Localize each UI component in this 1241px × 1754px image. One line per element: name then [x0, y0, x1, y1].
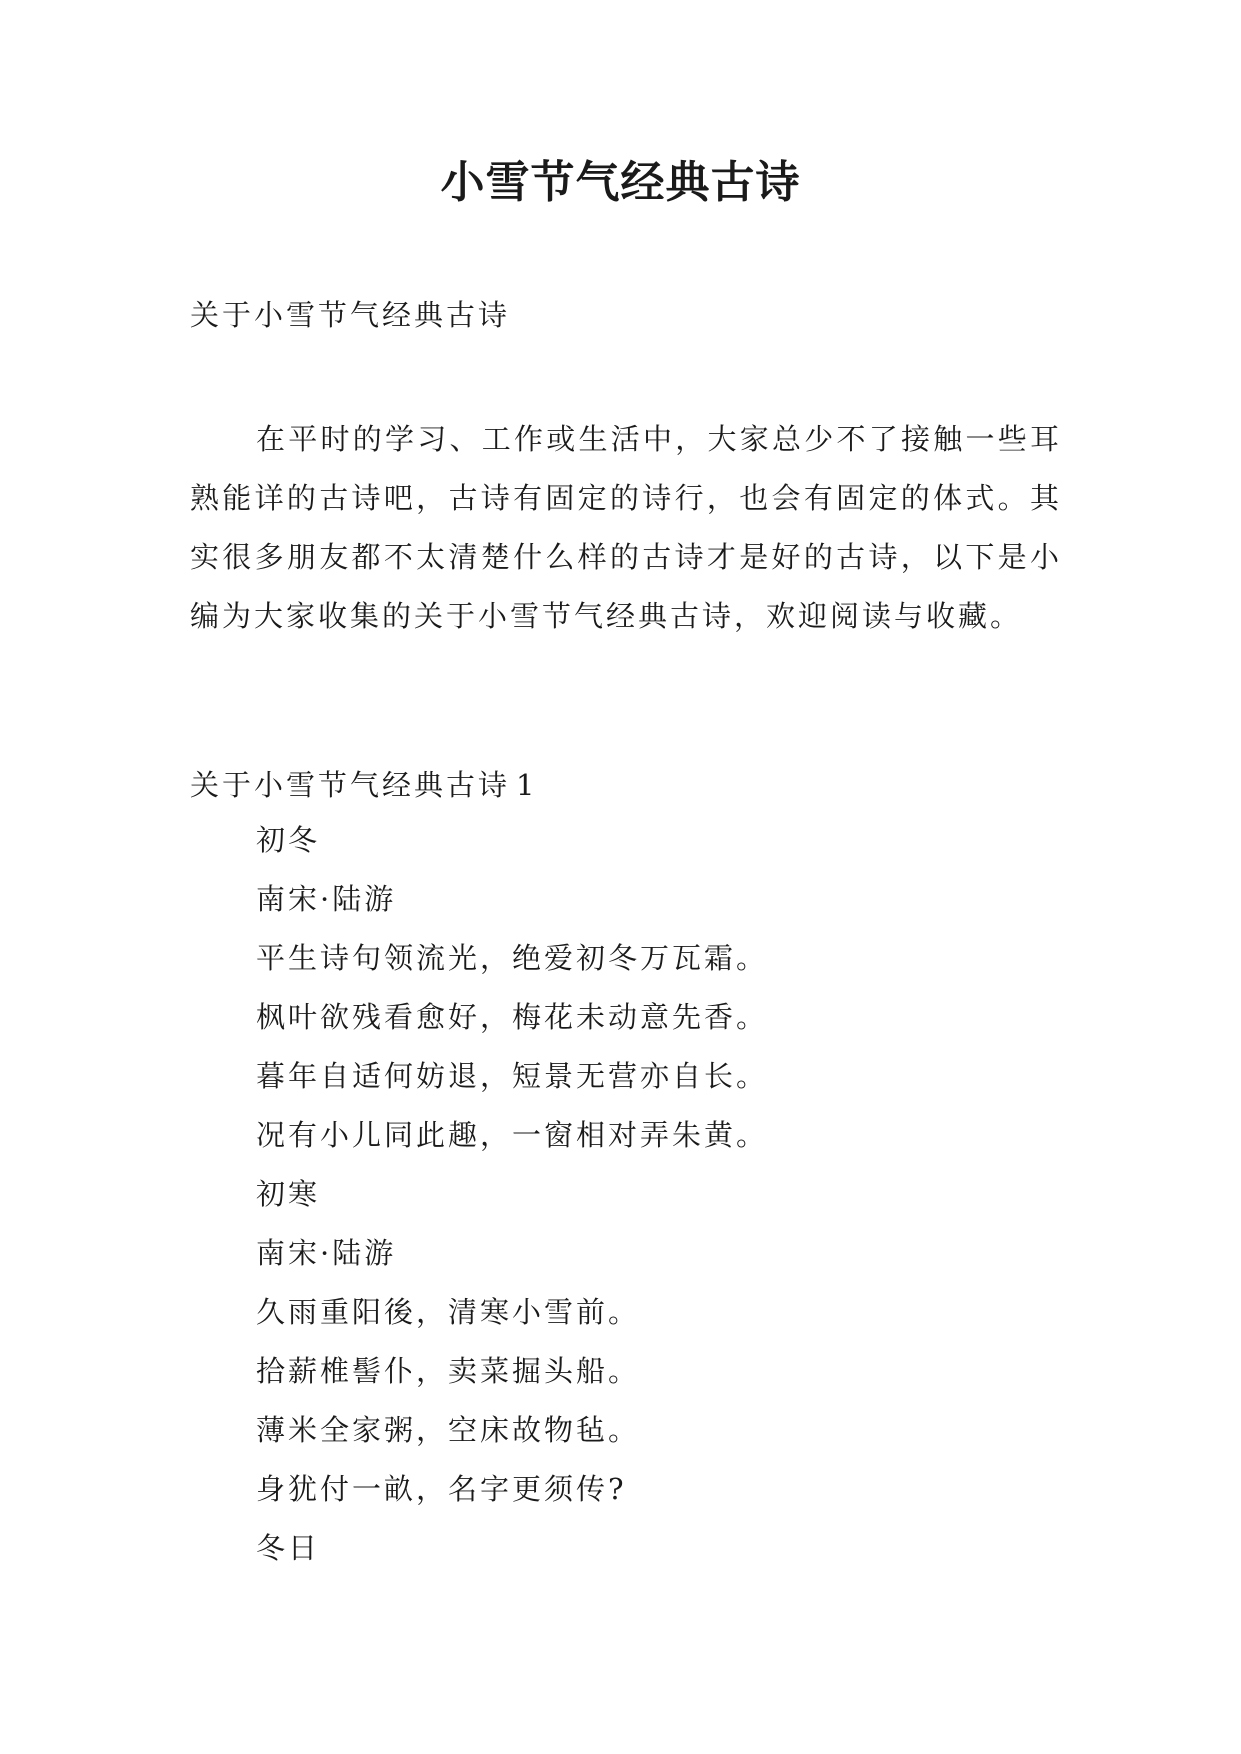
poem-author-line: 南宋·陆游 — [256, 1236, 397, 1270]
poem-verse-line: 薄米全家粥，空床故物毡。 — [256, 1413, 641, 1447]
poem-verse-line: 平生诗句领流光，绝爱初冬万瓦霜。 — [256, 941, 769, 975]
poem-verse-line: 拾薪椎髻仆，卖菜掘头船。 — [256, 1354, 641, 1388]
section-heading — [190, 763, 537, 807]
intro-paragraph: 在平时的学习、工作或生活中，大家总少不了接触一些耳熟能详的古诗吧，古诗有固定的诗行，也会有固定的体式。其实很多朋友都不太清楚什么样的古诗才是好的古诗，以下是小编为大家收集的关于小雪节气经典古诗，欢迎阅读与收藏。 — [190, 422, 1062, 633]
poem-title-line: 冬日 — [256, 1531, 321, 1565]
poem-verse-line: 况有小儿同此趣，一窗相对弄朱黄。 — [256, 1118, 769, 1152]
poem-verse-line: 身犹付一畝，名字更须传? — [256, 1472, 627, 1506]
poem-title-line: 初冬 — [256, 823, 321, 857]
section-number: 1 — [516, 768, 538, 802]
section-heading-text: 关于小雪节气经典古诗 — [190, 768, 511, 802]
document-subtitle: 关于小雪节气经典古诗 — [190, 298, 511, 332]
poem-title-line: 初寒 — [256, 1177, 321, 1211]
poem-verse-line: 久雨重阳後，清寒小雪前。 — [256, 1295, 641, 1329]
poem-verse-line: 枫叶欲残看愈好，梅花未动意先香。 — [256, 1000, 769, 1034]
poem-author-line: 南宋·陆游 — [256, 882, 397, 916]
document-title: 小雪节气经典古诗 — [440, 157, 801, 208]
poem-verse-line: 暮年自适何妨退，短景无营亦自长。 — [256, 1059, 769, 1093]
poem-lines — [256, 818, 1116, 1585]
